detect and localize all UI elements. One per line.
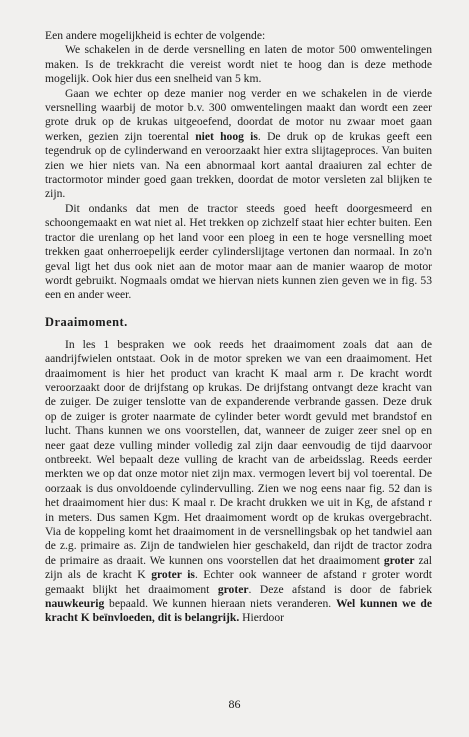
- paragraph-text: . De druk op de krukas geeft een tegendruk op de cylinderwand en veroorzaakt hier extra slijtageproces. Van buiten zien we hier niets van. Na een abnormaal kort aantal draaiuren zal echter de tractormotor minder goed gaan trekken, doordat de motor versleten zal blijken te zijn.: [45, 129, 432, 201]
- paragraph-text: zal zijn als de kracht K: [45, 553, 432, 582]
- paragraph-fourth-gear: [45, 87, 432, 202]
- emphasis-text: nauwkeurig: [45, 597, 105, 611]
- paragraph-text: In les 1 bespraken we ook reeds het draaimoment zoals dat aan de aandrijfwielen ontstaat. Ook in de motor spreken we van een draaimoment. Het draaimoment is hier het product van kracht K maal arm r. De kracht wordt veroorzaakt door de drijfstang op krukas. De drijfstang ontvangt deze kracht van de zuiger. De zuiger tenslotte van de expanderende verbrande gassen. Deze druk op de zuiger is groter naarmate de cylinder beter wordt gevuld met brandstof en lucht. Thans kunnen we ons voorstellen, dat, wanneer de zuiger zeer snel op en neer gaat deze vulling minder volledig zal zijn daar eenvoudig de tijd daarvoor ontbreekt. Wel bepaalt deze vulling de kracht van de arbeidsslag. Reeds eerder merkten we op dat onze motor niet zijn max. vermogen levert bij vol toerental. De oorzaak is dus onvoldoende cylindervulling. Zien we nog eens naar fig. 52 dan is het draaimoment hier dus: K maal r. De kracht drukken we uit in Kg, de afstand r in meters. Dus samen Kgm. Het draaimoment wordt op de krukas overgebracht. Via de koppeling komt het draaimoment in de versnellingsbak op het tandwiel aan de z.g. primaire as. Zijn de tandwielen hier geschakeld, dan rijdt de tractor zodra de primaire as draait. We kunnen ons voorstellen dat het draaimoment: [45, 337, 432, 567]
- paragraph-torque: [45, 338, 432, 626]
- paragraph-wear: Dit ondanks dat men de tractor steeds goed heeft doorgesmeerd en schoongemaakt en wat niet al. Het trekken op zichzelf staat hier echter buiten. Een tractor die urenlang op het land voor een ploeg in een te hoge versnelling moet trekken gaat onherroepelijk eerder cylinderslijtage vertonen dan normaal. In zo'n geval ligt het dus ook niet aan de motor maar aan de manier waarop de motor wordt gebruikt. Nogmaals omdat we hiervan niets kunnen zien geven we in fig. 53 een en ander weer.: [45, 201, 432, 302]
- paragraph-intro: Een andere mogelijkheid is echter de volgende:: [45, 29, 266, 42]
- emphasis-text: niet hoog is: [195, 129, 258, 143]
- paragraph-text: . Deze afstand is door de fabriek: [248, 582, 433, 596]
- emphasis-text: groter is: [151, 568, 195, 582]
- paragraph-third-gear: We schakelen in de derde versnelling en laten de motor 500 omwentelingen maken. Is de trekkracht die vereist wordt niet te hoog dan is deze methode mogelijk. Ook hier dus een snelheid van 5 km.: [45, 43, 432, 86]
- section-heading-draaimoment: Draaimoment.: [45, 314, 128, 329]
- emphasis-text: groter: [383, 553, 415, 567]
- paragraph-text: Hierdoor: [242, 611, 284, 625]
- emphasis-text: groter: [217, 582, 249, 596]
- paragraph-text: bepaald. We kunnen hieraan niets veranderen.: [109, 597, 332, 611]
- emphasis-text: Wel kunnen we de kracht K beïnvloeden, dit is belangrijk.: [45, 597, 432, 625]
- paragraph-text: Gaan we echter op deze manier nog verder en we schakelen in de vierde versnelling waarbij de motor b.v. 300 omwentelingen maakt dan wordt een zeer grote druk op de krukas uitgeoefend, doordat de motor nu zwaar moet gaan werken, gezien zijn toerental: [45, 86, 432, 143]
- paragraph-text: . Echter ook wanneer de afstand r groter wordt gemaakt blijkt het draaimoment: [45, 568, 433, 596]
- page-number: 86: [228, 697, 241, 711]
